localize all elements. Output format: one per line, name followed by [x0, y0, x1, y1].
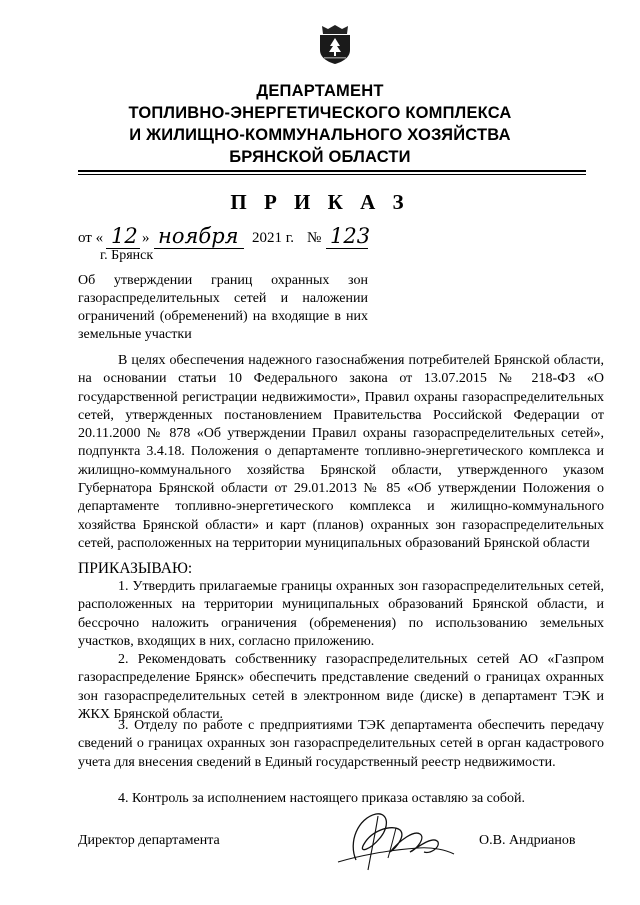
date-number-line — [78, 224, 418, 250]
order-item-4: 4. Контроль за исполнением настоящего приказа оставляю за собой. — [118, 791, 526, 806]
header-divider-thin — [78, 174, 586, 175]
intro-paragraph: В целях обеспечения надежного газоснабжения потребителей Брянской области, на основании статьи 10 Федерального закона от 13.07.2015 № 218-ФЗ «О государственной регистрации недвижимости», Правил охраны газораспределительных сетей, утвержденных постановлением Правительства Российской Федерации от 20.11.2000 № 878 «Об утверждении Правил охраны газораспределительных сетей», подпункта 3.4.18. Положения о департаменте топливно-энергетического комплекса и жилищно-коммунального хозяйства Брянской области, утвержденного указом Губернатора Брянской области от 29.01.2013 № 85 «Об утверждении Положения о департаменте топливно-энергетического комплекса и жилищно-коммунального хозяйства Брянской области» и карт (планов) охранных зон газораспределительных сетей, расположенных на территории муниципальных образований Брянской области — [78, 353, 604, 551]
order-item-2: 2. Рекомендовать собственнику газораспределительных сетей АО «Газпром газораспределение Брянск» обеспечить представление сведений о границах охранных зон газораспределительных сетей в электронном виде (диске) в департамент ТЭК и ЖКХ Брянской области. — [78, 652, 604, 722]
handwritten-number: 123 — [330, 224, 371, 248]
date-prefix: от « — [78, 230, 104, 246]
order-subject: Об утверждении границ охранных зон газораспределительных сетей и наложении ограничений (обременений) на входящие в них земельные участки — [78, 273, 368, 342]
department-title-line-3: И ЖИЛИЩНО-КОММУНАЛЬНОГО ХОЗЯЙСТВА — [129, 126, 511, 144]
handwritten-month: ноября — [158, 224, 239, 248]
coat-of-arms-emblem — [316, 22, 354, 64]
director-position: Директор департамента — [78, 833, 220, 848]
number-underline — [326, 248, 368, 249]
department-title-line-1: ДЕПАРТАМЕНТ — [256, 82, 384, 100]
order-item-3: 3. Отделу по работе с предприятиями ТЭК департамента обеспечить передачу сведений о границах охранных зон газораспределительных сетей в орган кадастрового учета для внесения сведений в Единый государственный реестр недвижимости. — [78, 718, 604, 770]
date-year: 2021 г. — [252, 230, 294, 246]
director-name: О.В. Андрианов — [479, 833, 576, 848]
month-underline — [154, 248, 244, 249]
handwritten-signature — [318, 800, 463, 878]
department-title-line-2: ТОПЛИВНО-ЭНЕРГЕТИЧЕСКОГО КОМПЛЕКСА — [128, 104, 512, 122]
order-item-1: 1. Утвердить прилагаемые границы охранных зон газораспределительных сетей, расположенных на территории муниципальных образований Брянской области, и бессрочно наложить ограничения (обременения) по использованию земельных участков, входящих в них, согласно приложению. — [78, 579, 604, 649]
header-divider-thick — [78, 170, 586, 172]
date-quote-close: » — [142, 230, 150, 246]
number-label: № — [307, 230, 322, 246]
city-name: г. Брянск — [100, 248, 154, 263]
orders-word: ПРИКАЗЫВАЮ: — [78, 560, 193, 577]
department-title-line-4: БРЯНСКОЙ ОБЛАСТИ — [229, 148, 411, 166]
handwritten-day: 12 — [111, 224, 138, 248]
order-title: П Р И К А З — [230, 190, 410, 214]
